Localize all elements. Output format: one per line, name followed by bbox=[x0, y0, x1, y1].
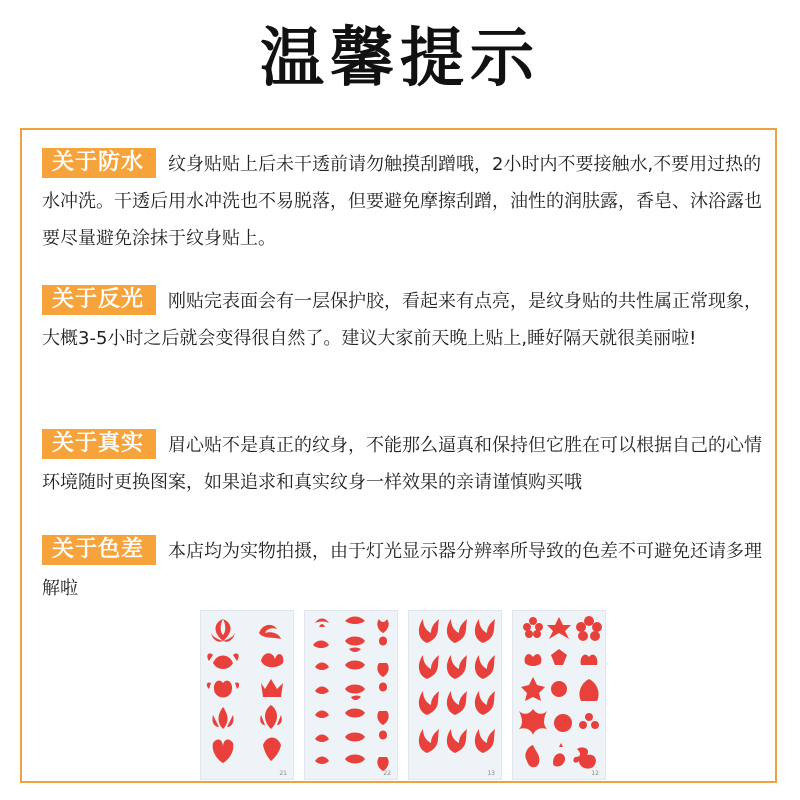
section-waterproof bbox=[42, 146, 777, 257]
tattoo-sheet-2 bbox=[304, 610, 398, 780]
tattoo-sheet-3 bbox=[408, 610, 502, 780]
section-color-difference bbox=[42, 533, 777, 607]
section-text-realism: 眉心贴不是真正的纹身，不能那么逼真和保持但它胜在可以根据自己的心情环境随时更换图案，如果追求和真实纹身一样效果的亲请谨慎购买哦 bbox=[42, 435, 763, 493]
flame-motif-sheet-icon bbox=[409, 611, 503, 781]
section-reflection bbox=[42, 283, 777, 357]
section-text-color-difference: 本店均为实物拍摄，由于灯光显示器分辨率所导致的色差不可避免还请多理解啦 bbox=[42, 541, 763, 599]
page-title: 温馨提示 bbox=[260, 22, 540, 96]
tattoo-sheet-1 bbox=[200, 610, 294, 780]
petal-motif-sheet-icon bbox=[305, 611, 399, 781]
tips-frame bbox=[20, 128, 777, 783]
section-text-reflection: 刚贴完表面会有一层保护胶，看起来有点亮，是纹身贴的共性属正常现象，大概3-5小时之后就会变得很自然了。建议大家前天晚上贴上,睡好隔天就很美丽啦! bbox=[42, 291, 763, 349]
sheet-number: 12 bbox=[591, 770, 599, 777]
sheet-number: 13 bbox=[487, 770, 495, 777]
section-tag-color-difference: 关于色差 bbox=[42, 535, 156, 565]
section-text-waterproof: 纹身贴贴上后未干透前请勿触摸刮蹭哦，2小时内不要接触水,不要用过热的水冲洗。干透后用水冲洗也不易脱落，但要避免摩擦刮蹭，油性的润肤露，香皂、沐浴露也要尽量避免涂抹于纹身贴上。 bbox=[42, 154, 762, 249]
tattoo-sheet-4 bbox=[512, 610, 606, 780]
section-tag-realism: 关于真实 bbox=[42, 429, 156, 459]
lotus-ornament-sheet-icon bbox=[201, 611, 295, 781]
sheet-number: 22 bbox=[383, 770, 391, 777]
flower-om-sheet-icon bbox=[513, 611, 607, 781]
section-tag-waterproof: 关于防水 bbox=[42, 148, 156, 178]
tattoo-sheet-gallery bbox=[200, 610, 610, 782]
sheet-number: 21 bbox=[279, 770, 287, 777]
section-realism bbox=[42, 427, 777, 501]
section-tag-reflection: 关于反光 bbox=[42, 285, 156, 315]
